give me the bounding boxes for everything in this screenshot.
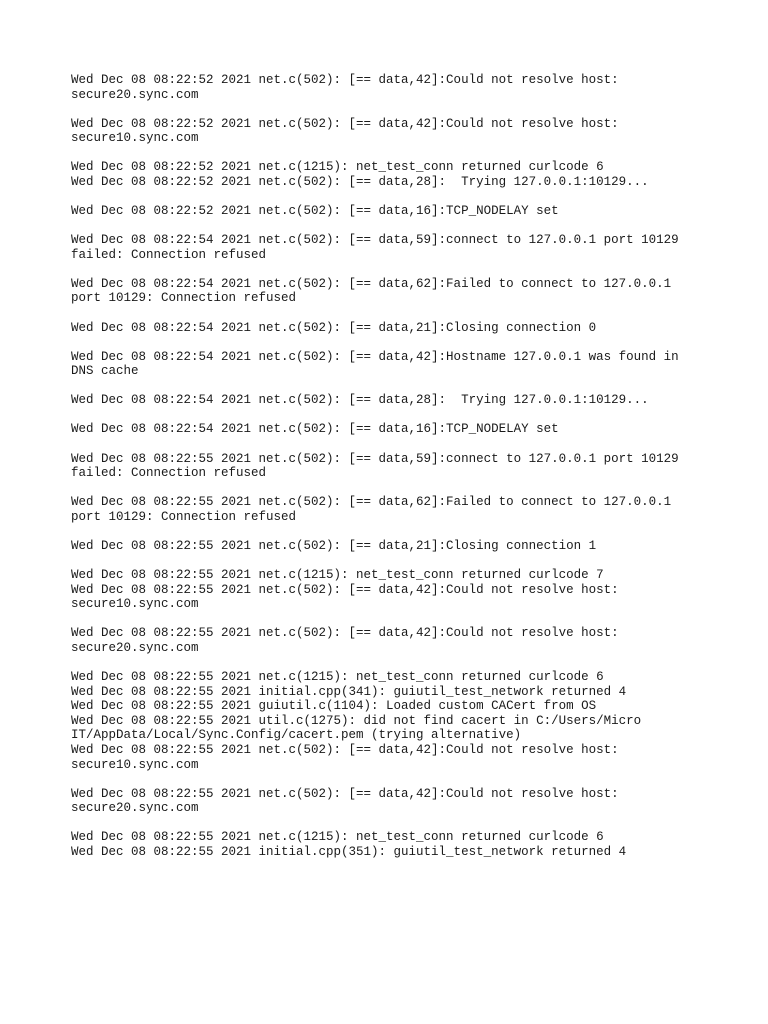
log-entry [71,233,731,262]
log-line: Wed Dec 08 08:22:54 2021 net.c(502): [== data,28]: Trying 127.0.0.1:10129... [71,393,649,408]
log-line: failed: Connection refused [71,466,267,481]
log-line: Wed Dec 08 08:22:54 2021 net.c(502): [== data,62]:Failed to connect to 127.0.0.1 [71,276,672,291]
log-line: Wed Dec 08 08:22:54 2021 net.c(502): [== data,21]:Closing connection 0 [71,320,597,335]
log-line: secure10.sync.com [71,131,199,146]
log-line: Wed Dec 08 08:22:55 2021 net.c(502): [== data,42]:Could not resolve host: [71,786,619,801]
log-entry [71,117,731,146]
log-line: Wed Dec 08 08:22:52 2021 net.c(1215): net_test_conn returned curlcode 6 [71,160,604,175]
log-line: Wed Dec 08 08:22:55 2021 net.c(502): [== data,42]:Could not resolve host: [71,626,619,641]
log-entry [71,422,731,437]
log-entry [71,277,731,306]
log-line: secure20.sync.com [71,87,199,102]
log-line: Wed Dec 08 08:22:54 2021 net.c(502): [== data,59]:connect to 127.0.0.1 port 10129 [71,233,679,248]
log-line: Wed Dec 08 08:22:55 2021 net.c(502): [== data,21]:Closing connection 1 [71,538,597,553]
log-document [71,73,731,874]
log-line: Wed Dec 08 08:22:55 2021 initial.cpp(341): guiutil_test_network returned 4 [71,684,627,699]
log-line: IT/AppData/Local/Sync.Config/cacert.pem (trying alternative) [71,728,522,743]
log-entry [71,393,731,408]
log-entry [71,670,731,772]
log-line: Wed Dec 08 08:22:55 2021 net.c(502): [== data,42]:Could not resolve host: [71,582,619,597]
log-line: Wed Dec 08 08:22:55 2021 net.c(502): [== data,62]:Failed to connect to 127.0.0.1 [71,495,672,510]
log-entry [71,452,731,481]
log-line: Wed Dec 08 08:22:55 2021 initial.cpp(351): guiutil_test_network returned 4 [71,844,627,859]
log-line: Wed Dec 08 08:22:54 2021 net.c(502): [== data,42]:Hostname 127.0.0.1 was found in [71,349,679,364]
log-line: secure10.sync.com [71,757,199,772]
log-line: Wed Dec 08 08:22:52 2021 net.c(502): [== data,42]:Could not resolve host: [71,73,619,87]
log-entry [71,204,731,219]
log-line: secure10.sync.com [71,597,199,612]
log-line: Wed Dec 08 08:22:55 2021 net.c(1215): net_test_conn returned curlcode 7 [71,567,604,582]
log-entry [71,160,731,189]
log-line: Wed Dec 08 08:22:55 2021 net.c(1215): net_test_conn returned curlcode 6 [71,830,604,845]
log-line: Wed Dec 08 08:22:54 2021 net.c(502): [== data,16]:TCP_NODELAY set [71,422,559,437]
log-entry [71,830,731,859]
log-line: failed: Connection refused [71,247,267,262]
log-entry [71,321,731,336]
log-entry [71,626,731,655]
log-entry [71,568,731,612]
log-line: Wed Dec 08 08:22:55 2021 util.c(1275): did not find cacert in C:/Users/Micro [71,713,642,728]
log-entry [71,539,731,554]
log-entry [71,73,731,102]
log-line: Wed Dec 08 08:22:52 2021 net.c(502): [== data,42]:Could not resolve host: [71,116,619,131]
log-line: DNS cache [71,364,139,379]
log-line: Wed Dec 08 08:22:55 2021 guiutil.c(1104): Loaded custom CACert from OS [71,699,597,714]
log-line: secure20.sync.com [71,801,199,816]
log-entry [71,350,731,379]
log-line: port 10129: Connection refused [71,291,297,306]
log-line: Wed Dec 08 08:22:55 2021 net.c(502): [== data,59]:connect to 127.0.0.1 port 10129 [71,451,679,466]
log-line: secure20.sync.com [71,640,199,655]
log-line: Wed Dec 08 08:22:52 2021 net.c(502): [== data,16]:TCP_NODELAY set [71,204,559,219]
log-line: Wed Dec 08 08:22:52 2021 net.c(502): [== data,28]: Trying 127.0.0.1:10129... [71,174,649,189]
log-entry [71,787,731,816]
log-line: Wed Dec 08 08:22:55 2021 net.c(1215): net_test_conn returned curlcode 6 [71,669,604,684]
log-line: Wed Dec 08 08:22:55 2021 net.c(502): [== data,42]:Could not resolve host: [71,742,619,757]
log-line: port 10129: Connection refused [71,509,297,524]
log-entry [71,495,731,524]
